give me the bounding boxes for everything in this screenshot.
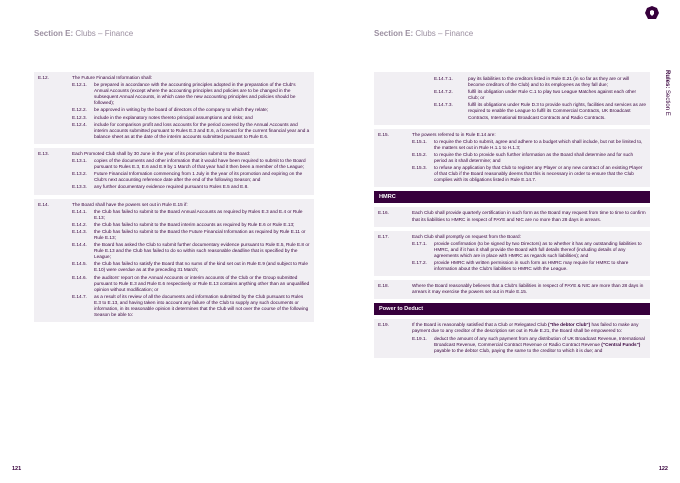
- rule-e14: E.14. The Board shall have the powers set out in Rule E.15 if: E.14.1. the Club has failed to submit to the Board Annual Accounts as required by Rules E.3 and E.4 or Rule E.13; E.14.2. the Club has failed to submit to the Board interim accounts as required by Rule E.6 or Rule E.13; E.14.3. the Club has failed to submit to the Board the Future Financial Information as required by Rule E.11 or Rule E.13; E.14.4. the Board has asked the Club to submit further documentary evidence pursuant to Rule E.5, Rule E.8 or Rule E.13 and the Club has failed to do so within such reasonable deadline that is specified by the League; E.14.5. the Club has failed to satisfy the Board that no sums of the kind set out in Rule E.9 (and subject to Rule E.10) were overdue as at the preceding 31 March; E.14.6. the auditors' report on the Annual Accounts or interim accounts of the Club or the Group submitted pursuant to Rule E.3 and Rule E.6 respectively or Rule E.13 contains anything other than an unqualified opinion without modification; or E.14.7. as a result of its review of all the documents and information submitted by the Club pursuant to Rules E.3 to E.13, and having taken into account any failure of the Club to supply any such documents or information, in its reasonable opinion it determines that the Club will not over the course of the following Season be able to:: [34, 199, 314, 323]
- side-label: Rules: Section E: [664, 70, 670, 116]
- rule-e18: E.18. Where the Board reasonably believes that a Club's liabilities in respect of PAYE & NIC are more than 28 days in arrears it may exercise the powers set out in Rule E.15.: [374, 280, 650, 299]
- rule-e16: E.16. Each Club shall provide quarterly certification in such form as the Board may request from time to time to confirm that its liabilities to HMRC in respect of PAYE and NIC are no more than 28 days in arrears.: [374, 207, 650, 226]
- right-page: [340, 0, 680, 483]
- page-number-right: 122: [658, 466, 668, 472]
- rule-e13: E.13. Each Promoted Club shall by 30 June in the year of its promotion submit to the Board: E.13.1. copies of the documents and other information that it would have been required to submit to the Board pursuant to Rules E.3, E.6 and E.9 by 1 March of that year had it then been a member of the League; E.13.2. Future Financial Information commencing from 1 July in the year of its promotion and expiring on the Club's next accounting reference date after the end of the following Season; and E.13.3. any further documentary evidence required pursuant to Rules E.5 and E.8.: [34, 148, 314, 195]
- page-number-left: 121: [12, 466, 22, 472]
- rule-e19: E.19. If the Board is reasonably satisfied that a Club or Relegated Club ("the debtor Club") has failed to make any payment due to any creditor of the description set out in Rule E.21, the Board shall be empowered to: E.19.1. deduct the amount of any such payment from any distribution of UK Broadcast Revenue, International Broadcast Revenue, Commercial Contract Revenue or Radio Contract Revenue ("Central Funds") payable to the debtor Club, paying the same to the creditor to which it is due; and: [374, 319, 650, 357]
- rule-e12: E.12. The Future Financial Information shall: E.12.1. be prepared in accordance with the accounting principles adopted in the preparation of the Club's Annual Accounts (except where the accounting principles and policies are to be changed in the subsequent Annual Accounts, in which case the new accounting principles and policies should be followed); E.12.2. be approved in writing by the board of directors of the company to which they relate; E.12.3. include in the explanatory notes thereto principal assumptions and risks; and E.12.4. include for comparison profit and loss accounts for the period covered by the Annual Accounts and interim accounts submitted pursuant to Rules E.3 and E.6, a forecast for the current financial year and a balance sheet as at the date of the interim accounts submitted pursuant to Rule E.6.: [34, 72, 314, 144]
- rule-e14-7-continued: E.14.7.1. pay its liabilities to the creditors listed in Rule E.21 (in so far as they are or will become creditors of the Club) and to its employees as they fall due; E.14.7.2. fulfil its obligation under Rule C.1 to play two League Matches against each other Club; or E.14.7.3. fulfil its obligations under Rule D.3 to provide such rights, facilities and services as are required to enable the League to fulfil its Commercial Contracts, UK Broadcast Contracts, International Broadcast Contracts and Radio Contracts.: [374, 72, 650, 125]
- section-title-right: Section E: Clubs – Finance: [374, 29, 474, 38]
- section-title-left: Section E: Clubs – Finance: [34, 29, 134, 38]
- right-content: [374, 72, 650, 362]
- left-content: [34, 72, 314, 326]
- power-to-deduct-header: Power to Deduct: [374, 303, 650, 315]
- league-lion-logo-icon: [644, 6, 660, 20]
- hmrc-header: HMRC: [374, 191, 650, 203]
- rule-e17: E.17. Each Club shall promptly on request from the Board: E.17.1. provide confirmation (to be signed by two Directors) as to whether it has any outstanding liabilities to HMRC, and if it has it shall provide the Board with full details thereof (including details of any agreements which are in place with HMRC as regards such liabilities); and E.17.2. provide HMRC with written permission in such form as HMRC may require for HMRC to share information about the Club's liabilities to HMRC with the League.: [374, 231, 650, 277]
- rule-e15: E.15. The powers referred to in Rule E.14 are: E.15.1. to require the Club to submit, agree and adhere to a budget which shall include, but not be limited to, the matters set out in Rule H.1.1 to H.1.3; E.15.2. to require the Club to provide such further information as the Board shall determine and for such period as it shall determine; and E.15.3. to refuse any application by that Club to register any Player or any new contract of an existing Player of that Club if the Board reasonably deems that this is necessary in order to ensure that the Club complies with its obligations listed in Rule E.14.7.: [374, 129, 650, 188]
